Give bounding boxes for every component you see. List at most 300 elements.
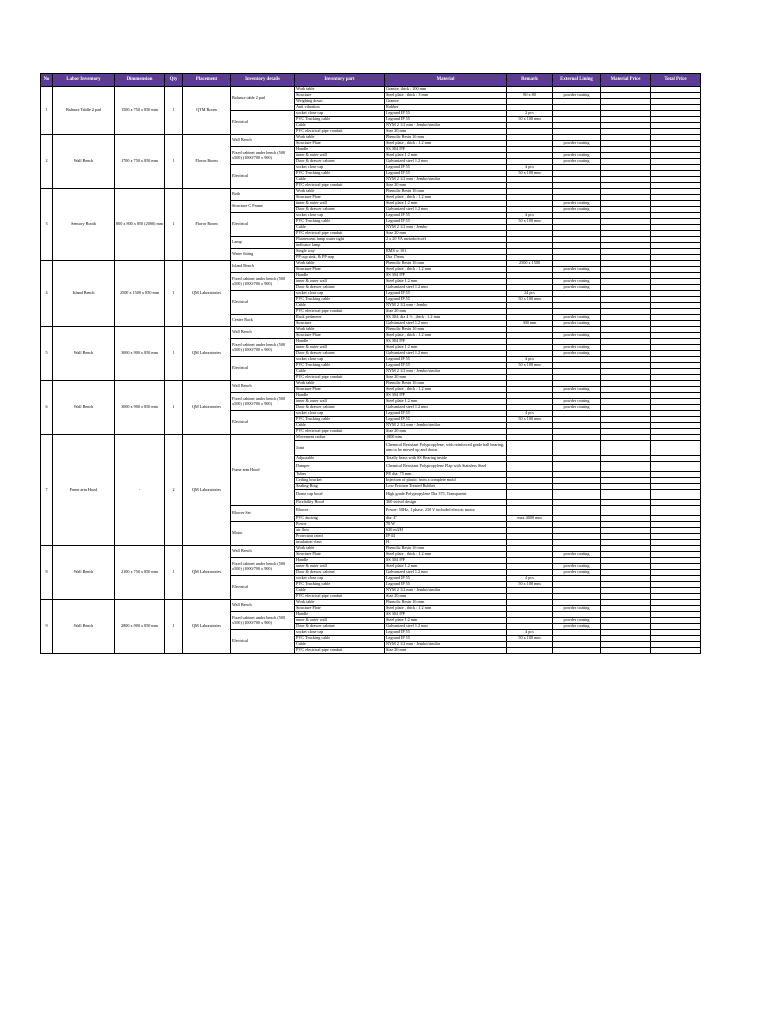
labor-inventory: Island Bench <box>53 261 115 327</box>
inventory-part: inner & outer wall <box>295 564 385 570</box>
inventory-detail: Wall Bench <box>231 327 295 339</box>
total-price <box>651 506 701 516</box>
quantity: 2 <box>165 435 183 546</box>
inventory-part: Weighing down <box>295 99 385 105</box>
material: NYM 2 1/2 mm - Jembo <box>385 303 507 309</box>
item-number: 8 <box>41 546 53 600</box>
inventory-part: Door & drawer cabinet <box>295 351 385 357</box>
material: Rubber <box>385 105 507 111</box>
external-lining: powder coating <box>553 159 601 165</box>
inventory-part: PVC Trucking cable <box>295 417 385 423</box>
inventory-detail: Blower Set <box>231 506 295 522</box>
external-lining: powder coating <box>553 279 601 285</box>
inventory-part: Structure Plate <box>295 141 385 147</box>
inventory-detail: Electrical <box>231 630 295 654</box>
inventory-part: socket close cap <box>295 630 385 636</box>
material: Chemical Resistant Polypropylene, with reinforced grade ball bearing, arm to be moved up and down. <box>385 441 507 456</box>
inventory-part: Work table <box>295 135 385 141</box>
material: Steel plate , thick : 1.2 mm <box>385 141 507 147</box>
inventory-part: inner & outer wall <box>295 279 385 285</box>
material: SS 304 /PP <box>385 393 507 399</box>
item-number: 6 <box>41 381 53 435</box>
remark: 4 pcs <box>507 630 553 636</box>
inventory-part: Movement radius <box>295 435 385 441</box>
remark: 2500 x 1500 <box>507 261 553 267</box>
material: H <box>385 540 507 546</box>
remark: 4 pcs <box>507 213 553 219</box>
inventory-body <box>41 87 701 654</box>
remark: 2 pcs <box>507 111 553 117</box>
inventory-part: Handle <box>295 339 385 345</box>
external-lining: powder coating <box>553 345 601 351</box>
remark: 300 mm <box>507 321 553 327</box>
inventory-part: Work table <box>295 189 385 195</box>
material: Legrand IP 55 <box>385 636 507 642</box>
inventory-part: Ceiling bracket <box>295 478 385 484</box>
placement: QM Laboratories <box>183 546 231 600</box>
header-material: Material <box>385 74 507 87</box>
inventory-part: Structure <box>295 93 385 99</box>
external-lining: powder coating <box>553 207 601 213</box>
external-lining: powder coating <box>553 606 601 612</box>
inventory-part: Joint <box>295 441 385 456</box>
inventory-part: PVC electrical pipe conduit <box>295 129 385 135</box>
material: Steel plate , thick : 1.2 mm <box>385 195 507 201</box>
remark <box>507 441 553 456</box>
inventory-part: PVC electrical pipe conduit <box>295 309 385 315</box>
labor-inventory: Wall Bench <box>53 600 115 654</box>
material: Steel plate , thick : 1.2 mm <box>385 552 507 558</box>
external-lining: powder coating <box>553 333 601 339</box>
remark: max 4000 mm <box>507 516 553 522</box>
quantity: 1 <box>165 600 183 654</box>
inventory-part: PVC Trucking cable <box>295 363 385 369</box>
inventory-detail: Center Rack <box>231 315 295 327</box>
material: Legrand IP 55 <box>385 363 507 369</box>
remark: 4 pcs <box>507 357 553 363</box>
header-dimension: Dimmension <box>115 74 165 87</box>
inventory-detail: Both <box>231 189 295 201</box>
inventory-part: socket close cap <box>295 576 385 582</box>
inventory-part: Door & drawer cabinet <box>295 624 385 630</box>
inventory-part: Structure Plate <box>295 387 385 393</box>
material: Steel plate , thick : 1.2 mm <box>385 267 507 273</box>
material: Legrand IP 55 <box>385 213 507 219</box>
material: SS 304 /PP <box>385 558 507 564</box>
inventory-detail: Electrical <box>231 165 295 189</box>
material: Power: 50Hz, 1 phase, 230 V included electric motor <box>385 506 507 516</box>
inventory-part: inner & outer wall <box>295 399 385 405</box>
inventory-part: Work table <box>295 327 385 333</box>
quantity: 1 <box>165 261 183 327</box>
placement: QM Laboratories <box>183 261 231 327</box>
material: SS 304, dia 4 ½ , thick : 1.2 mm <box>385 315 507 321</box>
material: Phenolic Resin 16 mm <box>385 189 507 195</box>
material: Steel plate , thick : 1.2 mm <box>385 387 507 393</box>
inventory-detail: Electrical <box>231 576 295 600</box>
inventory-part: Dome cap hood <box>295 490 385 500</box>
material: 2 x 20 VA metodo/ecoff <box>385 237 507 243</box>
placement: Flavor Room <box>183 135 231 189</box>
inventory-detail: Structure C Frame <box>231 201 295 213</box>
material: Phenolic Resin 16 mm <box>385 135 507 141</box>
inventory-part: inner & outer wall <box>295 201 385 207</box>
material-price <box>601 462 651 472</box>
inventory-part: Tubes <box>295 472 385 478</box>
inventory-part: Flexibility Hood <box>295 500 385 506</box>
inventory-detail: Wall Bench <box>231 381 295 393</box>
material: Dia 17mm <box>385 255 507 261</box>
material: Phenolic Resin 16 mm <box>385 261 507 267</box>
inventory-part: Handle <box>295 273 385 279</box>
quantity: 1 <box>165 381 183 435</box>
material: Legrand IP 55 <box>385 630 507 636</box>
material: Size 20 mm <box>385 375 507 381</box>
inventory-detail: Motor <box>231 522 295 546</box>
material: Steel plate , thick : 1.2 mm <box>385 333 507 339</box>
inventory-part: insulation class <box>295 540 385 546</box>
inventory-part: socket close cap <box>295 213 385 219</box>
material: Phenolic Resin 16 mm <box>385 381 507 387</box>
inventory-part: Cable <box>295 588 385 594</box>
inventory-part: Door & drawer cabinet <box>295 207 385 213</box>
header-qty: Qty <box>165 74 183 87</box>
inventory-part: PVC Trucking cable <box>295 297 385 303</box>
external-lining <box>553 648 601 654</box>
inventory-detail: Fixed cabinet under bench (500 x500) (1000/700 x 900) <box>231 558 295 576</box>
inventory-detail: Balance table 2 pad <box>231 87 295 111</box>
material: Legrand IP 55 <box>385 165 507 171</box>
inventory-part: Door & drawer cabinet <box>295 405 385 411</box>
inventory-detail: Fume arm Hood <box>231 435 295 506</box>
material: High grade Polypropylene Dia 375, Transparent <box>385 490 507 500</box>
inventory-detail: Fixed cabinet under bench (500 x500) (1000/700 x 900) <box>231 612 295 630</box>
inventory-detail: Fixed cabinet under bench (500 x500) (1000/700 x 900) <box>231 273 295 291</box>
material: Legrand IP 55 <box>385 582 507 588</box>
external-lining: powder coating <box>553 267 601 273</box>
item-number: 7 <box>41 435 53 546</box>
inventory-detail: Electrical <box>231 111 295 135</box>
material: Legrand IP 55 <box>385 219 507 225</box>
inventory-part: Structure <box>295 321 385 327</box>
material: Size 20 mm <box>385 648 507 654</box>
item-number: 9 <box>41 600 53 654</box>
inventory-part: Power <box>295 522 385 528</box>
remark: 50 x 100 mm <box>507 636 553 642</box>
material: Injection of plastic from a complete mold <box>385 478 507 484</box>
item-number: 4 <box>41 261 53 327</box>
material-price <box>601 490 651 500</box>
inventory-part: Cable <box>295 423 385 429</box>
inventory-part: PVC electrical pipe conduit <box>295 429 385 435</box>
material: Steel plate 1.2 mm <box>385 618 507 624</box>
material: Galvanized steel 1.2 mm <box>385 351 507 357</box>
item-number: 2 <box>41 135 53 189</box>
material: Legrand IP 55 <box>385 291 507 297</box>
item-number: 3 <box>41 189 53 261</box>
header-total-price: Total Price <box>651 74 701 87</box>
inventory-part: inner & outer wall <box>295 345 385 351</box>
inventory-part: Door & drawer cabinet <box>295 570 385 576</box>
remark: 50 x 100 mm <box>507 363 553 369</box>
material: IP 44 <box>385 534 507 540</box>
inventory-part: Cable <box>295 123 385 129</box>
material: NYM 2 1/2 mm - Jembo/similar <box>385 369 507 375</box>
inventory-part: Adjustable <box>295 456 385 462</box>
dimension: 800 x 800 x 850 (2000) mm <box>115 189 165 261</box>
labor-inventory: Wall Bench <box>53 546 115 600</box>
material: PP, dia: 75 mm <box>385 472 507 478</box>
remark <box>507 462 553 472</box>
external-lining: powder coating <box>553 564 601 570</box>
inventory-detail: Electrical <box>231 411 295 435</box>
dimension: 3000 x 900 x 850 mm <box>115 327 165 381</box>
inventory-detail: Wall Bench <box>231 546 295 558</box>
external-lining <box>553 490 601 500</box>
quantity: 1 <box>165 135 183 189</box>
item-number: 1 <box>41 87 53 135</box>
labor-inventory: Wall Bench <box>53 327 115 381</box>
material: NYM 2 1/2 mm - Jembo <box>385 225 507 231</box>
dimension: 1500 x 750 x 850 mm <box>115 87 165 135</box>
item-number: 5 <box>41 327 53 381</box>
material: NYM 2 1/2 mm - Jembo/similar <box>385 642 507 648</box>
dimension: 2800 x 900 x 850 mm <box>115 600 165 654</box>
quantity: 1 <box>165 87 183 135</box>
material-price <box>601 441 651 456</box>
inventory-detail: Fixed cabinet under bench (500 x500) (1000/700 x 900) <box>231 339 295 357</box>
material: NYM 2 1/2 mm - Jembo/similar <box>385 177 507 183</box>
total-price <box>651 462 701 472</box>
inventory-part: Fluorescent lamp water tight <box>295 237 385 243</box>
external-lining: powder coating <box>553 93 601 99</box>
external-lining: powder coating <box>553 141 601 147</box>
external-lining: powder coating <box>553 315 601 321</box>
inventory-detail: Fixed cabinet under bench (500 x500) (1000/700 x 900) <box>231 147 295 165</box>
placement: QM Laboratories <box>183 381 231 435</box>
material: 70 W <box>385 522 507 528</box>
external-lining: powder coating <box>553 285 601 291</box>
header-inventory-part: Inventory part <box>295 74 385 87</box>
inventory-part: Blower <box>295 506 385 516</box>
material-price <box>601 648 651 654</box>
material: Steel plate , thick : 1.2 mm <box>385 606 507 612</box>
inventory-detail: Fixed cabinet under bench (500 x500) (1000/700 x 900) <box>231 393 295 411</box>
inventory-part: Work table <box>295 87 385 93</box>
material: Steel plate 1.2 mm <box>385 399 507 405</box>
material: Phenolic Resin 16 mm <box>385 327 507 333</box>
material: Galvanized steel 1.2 mm <box>385 207 507 213</box>
material: SS 304 /PP <box>385 273 507 279</box>
inventory-detail: Electrical <box>231 357 295 381</box>
material: Legrand IP 55 <box>385 171 507 177</box>
header-labor-inventory: Labor Inventory <box>53 74 115 87</box>
material: Legrand IP 55 <box>385 357 507 363</box>
inventory-part: PP cup sink, & PP trap <box>295 255 385 261</box>
material: Granite <box>385 99 507 105</box>
material: 360 swivel design <box>385 500 507 506</box>
material: SS 304 /PP <box>385 147 507 153</box>
material: NYM 2 1/2 mm - Jembo/similar <box>385 588 507 594</box>
labor-inventory: Wall Bench <box>53 381 115 435</box>
inventory-part: socket close cap <box>295 291 385 297</box>
inventory-part: Handle <box>295 612 385 618</box>
material: Steel plate 1.2 mm <box>385 153 507 159</box>
material: Legrand IP 55 <box>385 417 507 423</box>
labor-inventory: Balance Tablle 2 pad <box>53 87 115 135</box>
material: NYM 2 1/2 mm - Jembo/similar <box>385 123 507 129</box>
inventory-part: Structure Plate <box>295 606 385 612</box>
external-lining: powder coating <box>553 552 601 558</box>
material: Phenolic Resin 16 mm <box>385 546 507 552</box>
remark: 50 x 100 mm <box>507 171 553 177</box>
inventory-part: Structure Plate <box>295 267 385 273</box>
inventory-part: Rack perimeter <box>295 315 385 321</box>
dimension: 1700 x 750 x 850 mm <box>115 135 165 189</box>
external-lining: powder coating <box>553 624 601 630</box>
inventory-detail: Electrical <box>231 291 295 315</box>
material: Galvanized steel 1.2 mm <box>385 570 507 576</box>
header-inventory-details: Inventory details <box>231 74 295 87</box>
inventory-part: PVC electrical pipe conduit <box>295 375 385 381</box>
material: Low Friction Treated Rubber <box>385 484 507 490</box>
inventory-detail: Water fitting <box>231 249 295 261</box>
remark <box>507 648 553 654</box>
inventory-part: Handle <box>295 558 385 564</box>
material: Steel plate 1.2 mm <box>385 564 507 570</box>
placement: QM Laboratories <box>183 435 231 546</box>
external-lining: powder coating <box>553 387 601 393</box>
material: SS 304 /PP <box>385 339 507 345</box>
material: Legrand IP 55 <box>385 297 507 303</box>
material: Galvanized steel 1.2 mm <box>385 159 507 165</box>
inventory-part: Structure Plate <box>295 333 385 339</box>
remark: 50 x 100 mm <box>507 219 553 225</box>
inventory-part: Cable <box>295 303 385 309</box>
external-lining <box>553 441 601 456</box>
inventory-part: PVC Trucking cable <box>295 219 385 225</box>
inventory-detail: Island Bench <box>231 261 295 273</box>
inventory-part: PVC electrical pipe conduit <box>295 648 385 654</box>
inventory-sheet <box>40 73 700 654</box>
total-price <box>651 441 701 456</box>
inventory-table <box>40 73 701 654</box>
inventory-part: inner & outer wall <box>295 618 385 624</box>
inventory-part: Protection rated <box>295 534 385 540</box>
inventory-part: Anti vibration <box>295 105 385 111</box>
header-placement: Placement <box>183 74 231 87</box>
material: 1800 mm <box>385 435 507 441</box>
external-lining: powder coating <box>553 399 601 405</box>
material: NYM 2 1/2 mm - Jembo/similar <box>385 423 507 429</box>
inventory-part: PVC Trucking cable <box>295 117 385 123</box>
header-row <box>41 74 701 87</box>
inventory-part: Single way <box>295 249 385 255</box>
material: Legrand IP 55 <box>385 111 507 117</box>
inventory-part: Cable <box>295 642 385 648</box>
remark: 50 x 100 mm <box>507 582 553 588</box>
total-price <box>651 490 701 500</box>
material: Legrand IP 55 <box>385 576 507 582</box>
inventory-part: Handle <box>295 147 385 153</box>
material: Size 20 mm <box>385 594 507 600</box>
header-remark: Remark <box>507 74 553 87</box>
remark: 50 x 100 mm <box>507 417 553 423</box>
quantity: 1 <box>165 189 183 261</box>
material: 630 m3/H <box>385 528 507 534</box>
inventory-part: Door & drawer cabinet <box>295 285 385 291</box>
placement: Flavor Room <box>183 189 231 261</box>
external-lining: powder coating <box>553 153 601 159</box>
inventory-part: PVC ducting <box>295 516 385 522</box>
inventory-part: indicator lamp <box>295 243 385 249</box>
inventory-part: Work table <box>295 381 385 387</box>
material: dia: 4" <box>385 516 507 522</box>
material: Galvanized steel 1.2 mm <box>385 624 507 630</box>
material: Steel plate 1.2 mm <box>385 345 507 351</box>
inventory-part: Cable <box>295 369 385 375</box>
inventory-part: Door & drawer cabinet <box>295 159 385 165</box>
header-material-price: Material Price <box>601 74 651 87</box>
inventory-part: inner & outer wall <box>295 153 385 159</box>
quantity: 1 <box>165 546 183 600</box>
inventory-detail: Lamp <box>231 237 295 249</box>
material: Steel plate 1.2 mm <box>385 201 507 207</box>
inventory-part: Work table <box>295 600 385 606</box>
labor-inventory: Fume arm Hood <box>53 435 115 546</box>
placement: QM Laboratories <box>183 327 231 381</box>
inventory-part: socket close cap <box>295 111 385 117</box>
external-lining <box>553 462 601 472</box>
labor-inventory: Sensory Booth <box>53 189 115 261</box>
material-price <box>601 506 651 516</box>
external-lining <box>553 506 601 516</box>
inventory-part: Cable <box>295 177 385 183</box>
material: Phenolic Resin 16 mm <box>385 600 507 606</box>
inventory-part: socket close cap <box>295 357 385 363</box>
external-lining: powder coating <box>553 321 601 327</box>
inventory-part: air flow <box>295 528 385 534</box>
inventory-detail: Electrical <box>231 213 295 237</box>
external-lining: powder coating <box>553 405 601 411</box>
remark <box>507 506 553 516</box>
material: Galvanized steel 1.2 mm <box>385 285 507 291</box>
remark: 4 pcs <box>507 576 553 582</box>
remark: 50 x 100 mm <box>507 117 553 123</box>
material: SS 304 /PP <box>385 612 507 618</box>
material: Granite, thick : 100 mm <box>385 87 507 93</box>
material: Galvanized steel 1.2 mm <box>385 321 507 327</box>
remark: 80 x 80 <box>507 93 553 99</box>
remark: 4 pcs <box>507 411 553 417</box>
material: Size 20 mm <box>385 309 507 315</box>
quantity: 1 <box>165 327 183 381</box>
inventory-part: socket close cap <box>295 411 385 417</box>
inventory-part: Work table <box>295 546 385 552</box>
dimension: 2500 x 1500 x 850 mm <box>115 261 165 327</box>
placement: QTM Room <box>183 87 231 135</box>
inventory-part: Handle <box>295 393 385 399</box>
inventory-part: Structure Plate <box>295 195 385 201</box>
dimension: 2100 x 750 x 850 mm <box>115 546 165 600</box>
dimension: 3000 x 900 x 850 mm <box>115 381 165 435</box>
placement: QM Laboratories <box>183 600 231 654</box>
inventory-part: PVC Trucking cable <box>295 582 385 588</box>
material: Chemical Resistant Polypropylene Flap with Stainless Steel <box>385 462 507 472</box>
external-lining: powder coating <box>553 201 601 207</box>
remark: 50 x 100 mm <box>507 297 553 303</box>
header-no: No <box>41 74 53 87</box>
